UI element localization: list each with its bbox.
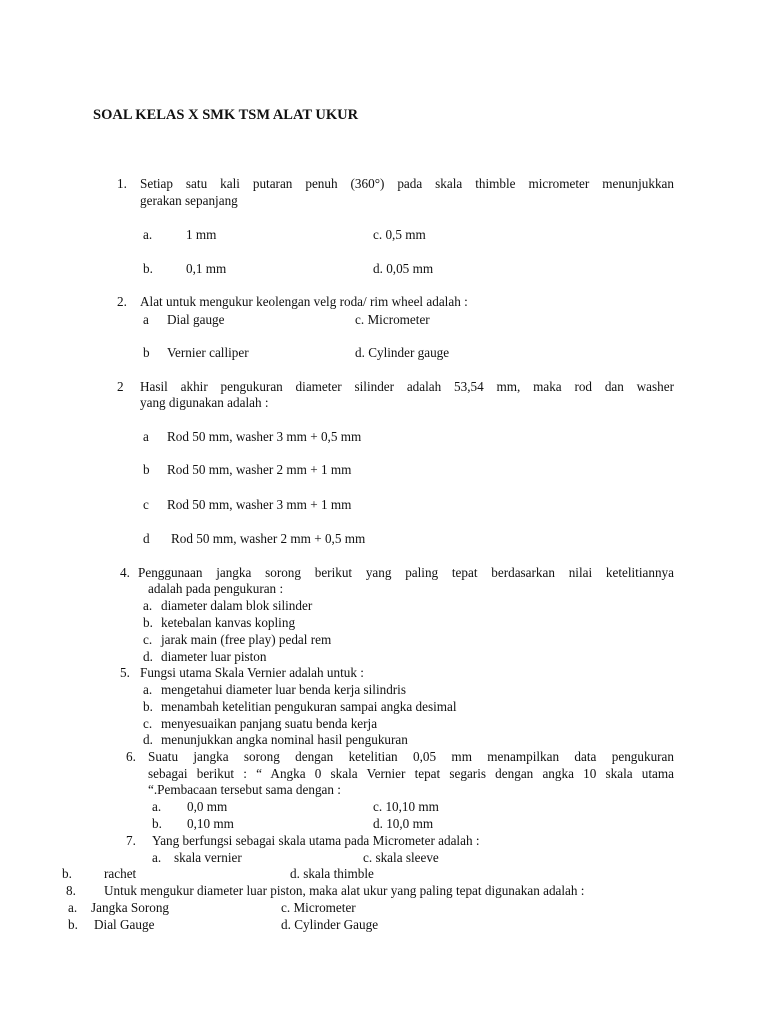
option-key: a. bbox=[152, 799, 162, 814]
option-text: menyesuaikan panjang suatu benda kerja bbox=[161, 716, 378, 731]
option-text: Rod 50 mm, washer 2 mm + 0,5 mm bbox=[171, 531, 366, 546]
option-text: diameter luar piston bbox=[161, 649, 267, 664]
option-key: b. bbox=[143, 615, 153, 630]
option-text: d. 10,0 mm bbox=[373, 816, 434, 831]
question-number: 8. bbox=[66, 883, 76, 898]
option-text: d. Cylinder gauge bbox=[355, 345, 450, 360]
question-text: Suatu jangka sorong dengan ketelitian 0,05 mm menampilkan data pengukuran bbox=[148, 749, 674, 764]
option-text: 0,0 mm bbox=[187, 799, 228, 814]
option-key: d bbox=[143, 531, 150, 546]
option-text: d. skala thimble bbox=[290, 866, 374, 881]
option-key: c bbox=[143, 497, 149, 512]
question-text: sebagai berikut : “ Angka 0 skala Vernier tepat segaris dengan angka 10 skala utama bbox=[148, 766, 674, 781]
question-number: 1. bbox=[117, 176, 127, 191]
option-key: b bbox=[143, 345, 150, 360]
question-text: yang digunakan adalah : bbox=[140, 395, 269, 410]
option-text: diameter dalam blok silinder bbox=[161, 598, 313, 613]
option-key: a. bbox=[143, 227, 153, 242]
option-text: menambah ketelitian pengukuran sampai angka desimal bbox=[161, 699, 457, 714]
option-key: a. bbox=[152, 850, 162, 865]
question-text: Setiap satu kali putaran penuh (360°) pada skala thimble micrometer menunjukkan bbox=[140, 176, 674, 191]
option-key: c. bbox=[143, 716, 153, 731]
option-text: ketebalan kanvas kopling bbox=[161, 615, 296, 630]
option-text: c. 0,5 mm bbox=[373, 227, 426, 242]
option-key: b. bbox=[68, 917, 78, 932]
option-key: a bbox=[143, 429, 149, 444]
question-text: Alat untuk mengukur keolengan velg roda/ rim wheel adalah : bbox=[140, 294, 468, 309]
option-key: b. bbox=[143, 699, 153, 714]
option-key: c. bbox=[143, 632, 153, 647]
option-text: Jangka Sorong bbox=[91, 900, 170, 915]
option-key: b. bbox=[62, 866, 72, 881]
question-number: 4. bbox=[120, 565, 130, 580]
question-text: Yang berfungsi sebagai skala utama pada Micrometer adalah : bbox=[152, 833, 480, 848]
option-text: Dial gauge bbox=[167, 312, 225, 327]
option-text: d. 0,05 mm bbox=[373, 261, 434, 276]
option-text: Vernier calliper bbox=[167, 345, 249, 360]
option-key: a. bbox=[68, 900, 78, 915]
question-number: 6. bbox=[126, 749, 136, 764]
question-number: 2 bbox=[117, 379, 124, 394]
option-text: 0,10 mm bbox=[187, 816, 234, 831]
question-number: 2. bbox=[117, 294, 127, 309]
option-key: a. bbox=[143, 682, 153, 697]
option-text: Rod 50 mm, washer 3 mm + 0,5 mm bbox=[167, 429, 362, 444]
option-key: d. bbox=[143, 649, 153, 664]
question-text: Hasil akhir pengukuran diameter silinder adalah 53,54 mm, maka rod dan washer bbox=[140, 379, 674, 394]
option-text: Rod 50 mm, washer 2 mm + 1 mm bbox=[167, 462, 352, 477]
page-title: SOAL KELAS X SMK TSM ALAT UKUR bbox=[93, 107, 359, 123]
option-key: b bbox=[143, 462, 150, 477]
option-text: 1 mm bbox=[186, 227, 217, 242]
option-text: d. Cylinder Gauge bbox=[281, 917, 379, 932]
option-text: rachet bbox=[104, 866, 137, 881]
option-text: c. skala sleeve bbox=[363, 850, 439, 865]
question-text: gerakan sepanjang bbox=[140, 193, 238, 208]
option-key: b. bbox=[152, 816, 162, 831]
option-text: Dial Gauge bbox=[94, 917, 155, 932]
option-key: a. bbox=[143, 598, 153, 613]
option-text: c. Micrometer bbox=[281, 900, 356, 915]
question-number: 5. bbox=[120, 665, 130, 680]
option-key: a bbox=[143, 312, 149, 327]
option-text: Rod 50 mm, washer 3 mm + 1 mm bbox=[167, 497, 352, 512]
question-number: 7. bbox=[126, 833, 136, 848]
question-text: Penggunaan jangka sorong berikut yang paling tepat berdasarkan nilai ketelitiannya bbox=[138, 565, 674, 580]
option-text: c. 10,10 mm bbox=[373, 799, 439, 814]
option-text: 0,1 mm bbox=[186, 261, 227, 276]
question-text: adalah pada pengukuran : bbox=[148, 581, 284, 596]
option-key: b. bbox=[143, 261, 153, 276]
question-text: Fungsi utama Skala Vernier adalah untuk : bbox=[140, 665, 364, 680]
option-text: c. Micrometer bbox=[355, 312, 430, 327]
option-text: menunjukkan angka nominal hasil pengukuran bbox=[161, 732, 408, 747]
option-text: jarak main (free play) pedal rem bbox=[161, 632, 332, 647]
option-text: skala vernier bbox=[174, 850, 242, 865]
option-text: mengetahui diameter luar benda kerja silindris bbox=[161, 682, 406, 697]
question-text: Untuk mengukur diameter luar piston, maka alat ukur yang paling tepat digunakan adalah : bbox=[104, 883, 585, 898]
question-text: “.Pembacaan tersebut sama dengan : bbox=[148, 782, 341, 797]
option-key: d. bbox=[143, 732, 153, 747]
